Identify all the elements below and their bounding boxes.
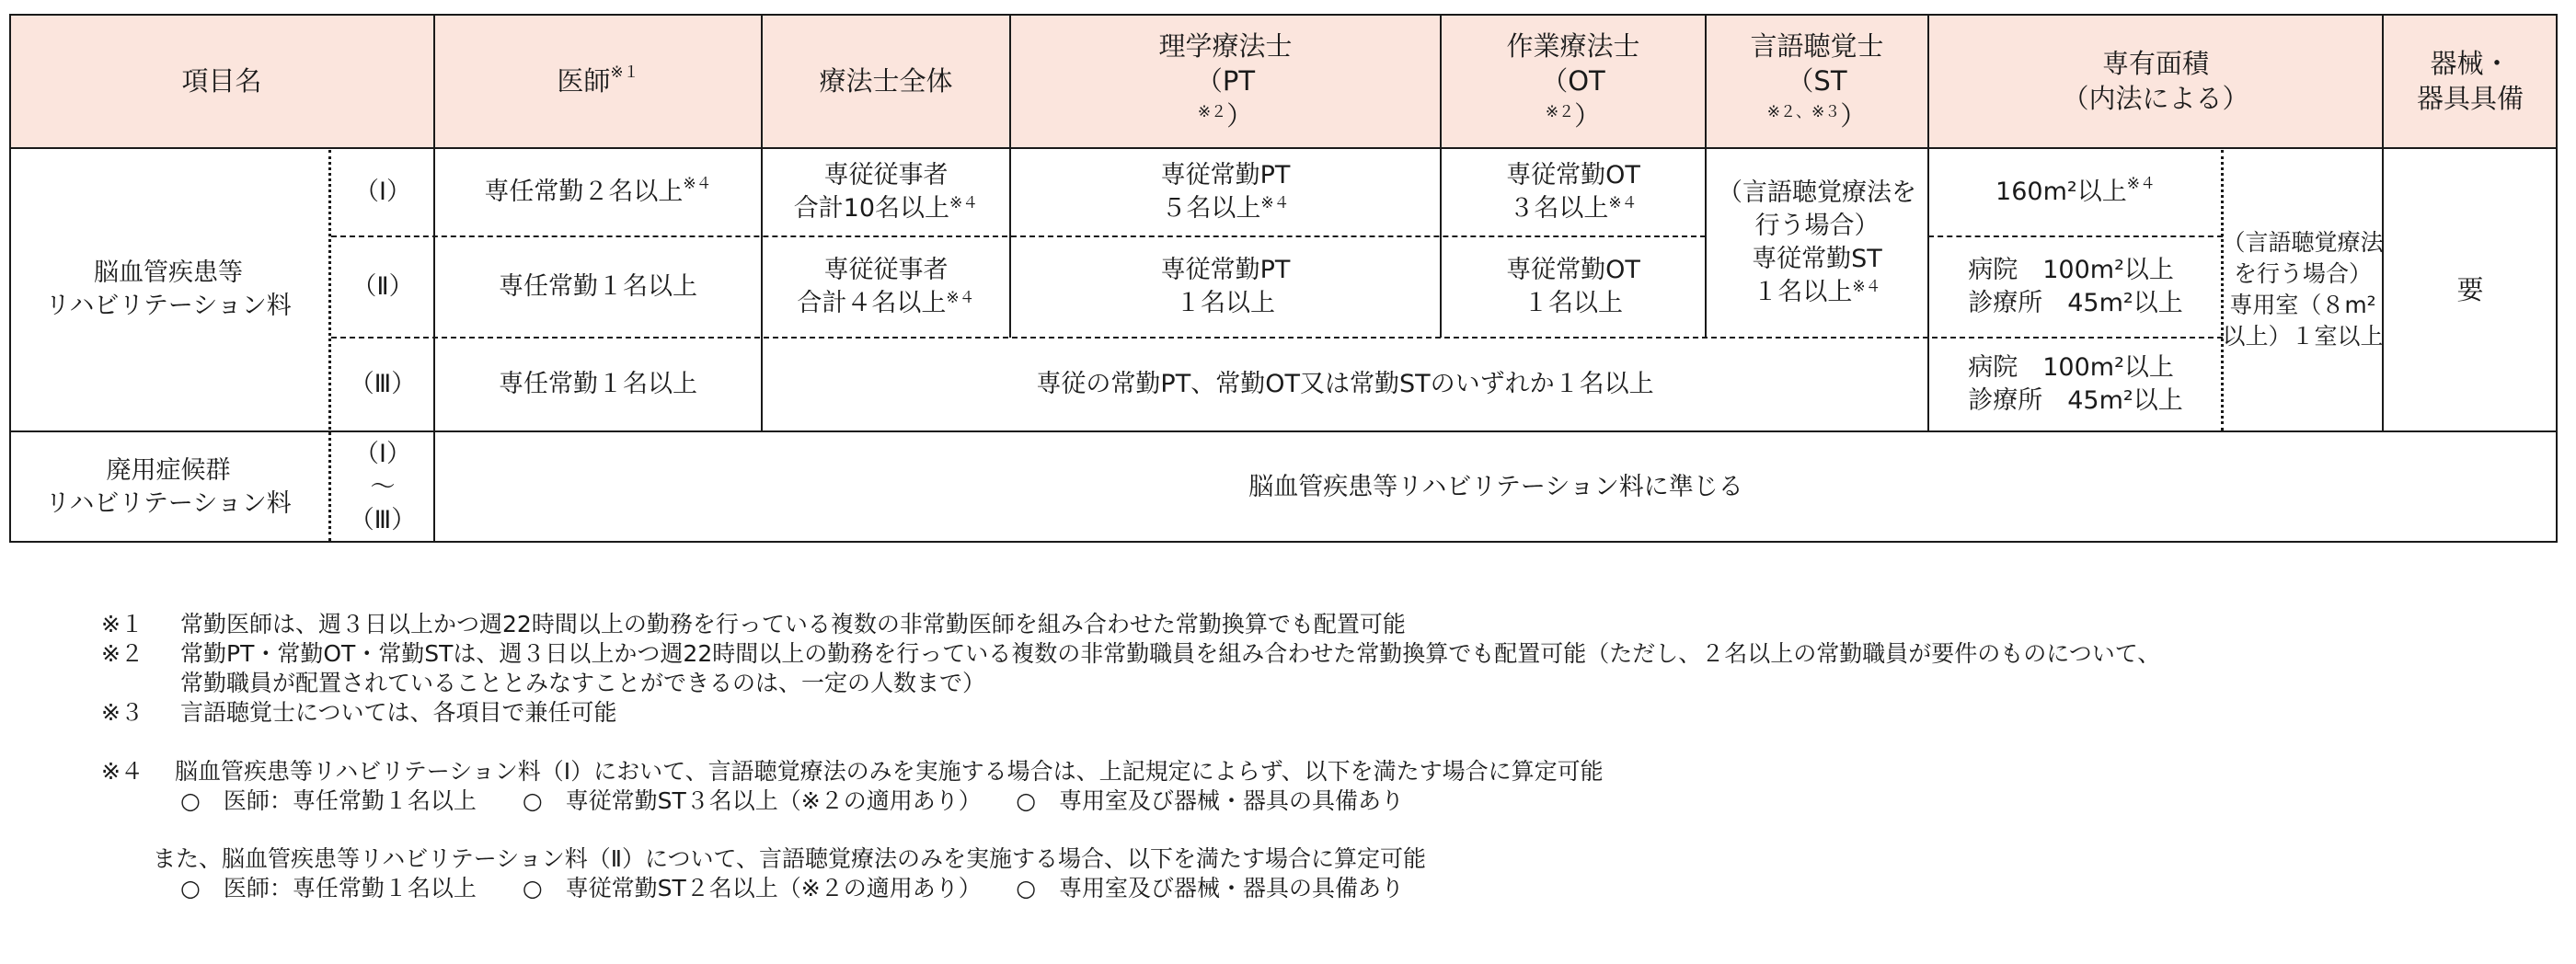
table-border-left: [9, 14, 11, 543]
st-cell: （言語聴覚療法を 行う場合） 専従常勤ST １名以上$^{※4}$: [1718, 178, 1916, 306]
r1-doctor-cell: 専任常勤２名以上 $^{※4}$: [484, 175, 712, 206]
r2-ot-cell: 専従常勤OT １名以上: [1506, 256, 1640, 317]
col-divider-all: [1009, 14, 1011, 338]
equipment-required-cell: 要: [2456, 274, 2484, 305]
r1-pt-cell: 専従常勤PT ５名以上$^{※4}$: [1160, 161, 1291, 223]
header-equipment: 器械・ 器具具備: [2383, 14, 2558, 148]
dashed-line-r1: [331, 235, 1706, 237]
dashed-line-r1-area: [1928, 235, 2223, 237]
table-border-bottom: [9, 541, 2558, 543]
level-range-label: （Ⅰ） ～ （Ⅲ）: [349, 439, 417, 534]
col-divider-doctor: [761, 14, 763, 431]
r1-therapists-all-cell: 専従従事者 合計10名以上$^{※4}$: [793, 161, 979, 223]
r3-area-cell: 病院 100m²以上 診療所 45m²以上: [1968, 353, 2183, 415]
header-st: 言語聴覚士 （ST $^{※2、※3}$）: [1706, 14, 1928, 148]
header-bottom-line: [9, 147, 2558, 149]
level-1-label: （Ⅰ）: [354, 178, 411, 206]
r3-merged-staff-cell: 専従の常勤PT、常勤OT又は常勤STのいずれか１名以上: [1036, 370, 1654, 398]
level-3-label: （Ⅲ）: [349, 370, 417, 398]
section-divider-line: [9, 430, 2558, 432]
r1-ot-cell: 専従常勤OT ３名以上$^{※4}$: [1506, 161, 1640, 223]
r2-therapists-all-cell: 専従従事者 合計４名以上$^{※4}$: [797, 256, 975, 317]
r1-area-cell: 160m²以上 $^{※4}$: [1995, 175, 2156, 206]
dotted-line-levels: [328, 150, 331, 541]
header-therapists-all: 療法士全体: [762, 14, 1010, 148]
table-border-top: [9, 14, 2558, 16]
row-label-disuse: 廃用症候群 リハビリテーション料: [45, 455, 292, 518]
header-area: 専有面積 （内法による）: [1928, 14, 2383, 148]
header-doctor: 医師 $^{※1}$: [434, 14, 762, 148]
facility-standards-table: [9, 14, 2558, 543]
r2-doctor-cell: 専任常勤１名以上: [499, 272, 697, 301]
col-divider-pt: [1440, 14, 1442, 338]
disuse-merged-cell: 脳血管疾患等リハビリテーション料に準じる: [1248, 472, 1743, 501]
col-divider-st: [1927, 14, 1929, 431]
room-cell: （言語聴覚療法 を行う場合） 専用室（８m² 以上）１室以上: [2222, 229, 2384, 350]
dotted-line-area: [2221, 150, 2224, 430]
r2-pt-cell: 専従常勤PT １名以上: [1160, 256, 1291, 317]
header-pt: 理学療法士 （PT $^{※2}$）: [1010, 14, 1441, 148]
row-label-cerebrovascular: 脳血管疾患等 リハビリテーション料: [45, 258, 292, 320]
col-divider-area: [2382, 14, 2384, 431]
dashed-line-r2: [331, 337, 2223, 339]
r3-doctor-cell: 専任常勤１名以上: [499, 370, 697, 398]
header-ot: 作業療法士 （OT $^{※2}$）: [1441, 14, 1706, 148]
table-border-right: [2556, 14, 2558, 543]
col-divider-ot: [1705, 14, 1707, 338]
col-divider-item: [433, 14, 435, 543]
r2-area-cell: 病院 100m²以上 診療所 45m²以上: [1968, 256, 2183, 317]
header-item: 項目名: [9, 14, 434, 148]
level-2-label: （Ⅱ）: [351, 272, 414, 301]
